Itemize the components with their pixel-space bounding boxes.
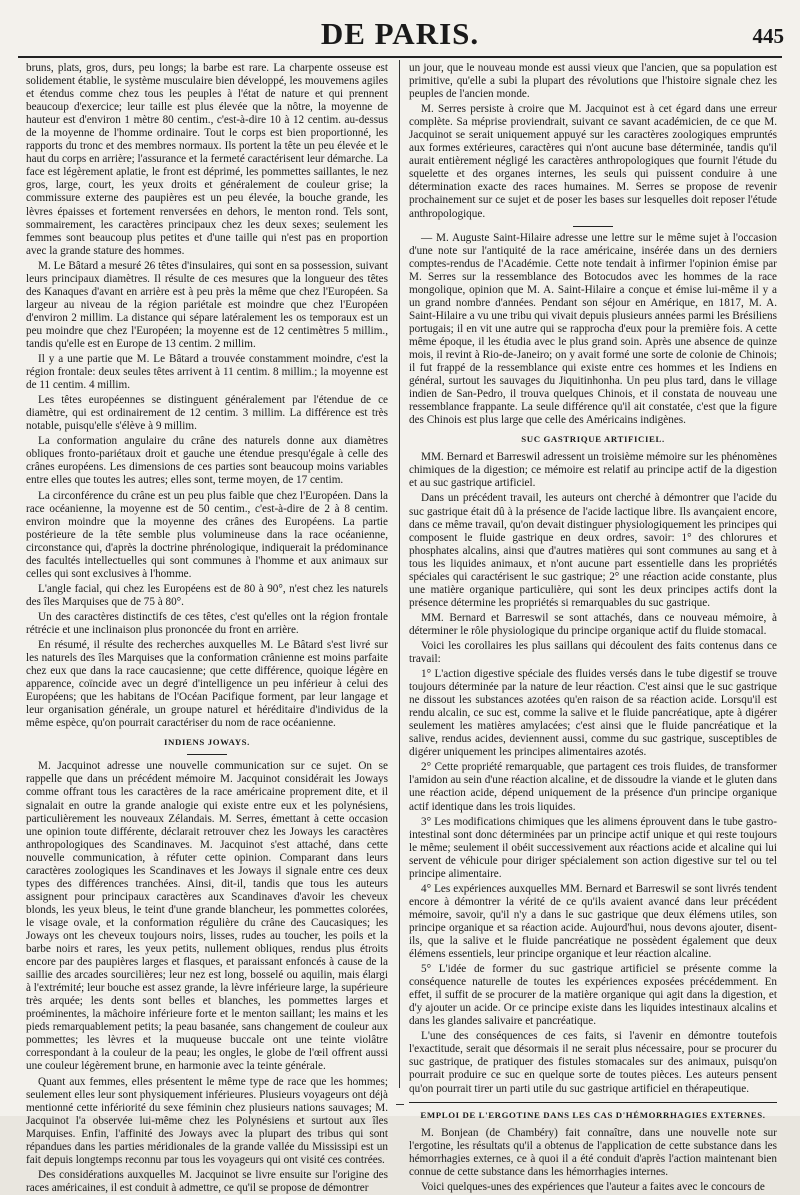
page-header: [12, 8, 788, 54]
paragraph: MM. Bernard et Barreswil se sont attachés, dans ce nouveau mémoire, à déterminer le rôle physiologique du principe organique actif du fluide stomacal.: [409, 611, 777, 637]
paragraph: Voici les corollaires les plus saillans qui découlent des faits contenus dans ce travail:: [409, 639, 777, 666]
paragraph: L'une des conséquences de ces faits, si l'avenir en démontre toutefois l'exactitude, serait que désormais il ne serait plus nécessaire, pour se procurer du suc gastrique, de pratiquer des fistules stomacales sur des animaux, puisqu'on pourrait produire ce suc en quelque sorte de toutes pièces. Les auteurs pensent qu'on pourrait tirer un parti utile du suc gastrique artificiel en thérapeutique.: [409, 1030, 777, 1095]
section-rule: [409, 1102, 777, 1103]
paragraph: 4° Les expériences auxquelles MM. Bernard et Barreswil se sont livrés tendent encore à démontrer la vérité de ce qu'ils avaient avancé dans leur précédent mémoire, savoir, qu'il n'y a dans le suc gastrique que deux élémens utiles, son principe organique et sa réaction acide. Aujourd'hui, nous devons ajouter, disent-ils, que la salive et le fluide pancréatique ne possèdent également que deux élémens essentiels, leur principe organique et leur réaction alcaline.: [409, 882, 777, 961]
footer-mark: [396, 1104, 404, 1105]
paragraph: 5° L'idée de former du suc gastrique artificiel se présente comme la conséquence naturelle de toutes les expériences exposées précédemment. En effet, il suffit de se procurer de la matière organique qui agit dans la digestion, et d'y ajouter un acide. Or ce principe existe dans les liquides intestinaux alcalins et dans les glandes salivaire et pancréatique.: [409, 963, 777, 1028]
separator-rule: [573, 226, 613, 227]
paragraph: M. Jacquinot adresse une nouvelle communication sur ce sujet. On se rappelle que dans un précédent mémoire M. Jacquinot considérait les Joways comme offrant tous les caractères de la race américaine proprement dite, et il signalait en outre la grande analogie qui existe entre eux et les polynésiens, particulièrement les nouveaux Zélandais. M. Serres, émettant à cette occasion une opinion toute différente, déclarait retrouver chez les Joways les caractères anthropologiques des Scandinaves. M. Jacquinot s'est attaché, dans cette nouvelle communication, à réfuter cette opinion. Comparant dans leurs caractères zoologiques les Scandinaves et les Joways il signale entre ces deux types des différences tranchées. Ainsi, dit-il, tandis que tous les auteurs assignent pour principaux caractères aux Scandinaves d'avoir les cheveux blonds, les yeux bleus, le teint d'une grande blancheur, les pommettes colorées, le visage ovale, et la conformation régulière du crâne des Caucasiques; les Joways ont les cheveux toujours noirs, lisses, rudes au toucher, les poils et la barbe noirs et rares, les yeux petits, nullement obliques, rendus plus étroits encore par des paupières larges et flasques, et paraissant enfoncés à cause de la saillie des arcades sourcilières; leur nez est long, bosselé ou aquilin, mais élargi à l'extrémité; leur bouche est assez grande, la lèvre inférieure large, la supérieure très arquée; les dents sont belles et blanches, les pommettes larges et proéminentes, la mâchoire inférieure forte et le menton saillant; les mains et les pieds remarquablement petits; la peau basanée, sans changement de couleur aux pommettes; les lèvres et la muqueuse buccale ont une teinte violâtre correspondant à la couleur de la peau; les ongles, le globe de l'œil offrent aussi une couleur légèrement brune, en harmonie avec la teinte générale.: [26, 760, 388, 1073]
paragraph: Un des caractères distinctifs de ces têtes, c'est qu'elles ont la région frontale rétrécie et une inclinaison plus prononcée du front en arrière.: [26, 610, 388, 636]
header-rule: [18, 56, 782, 58]
paragraph: Quant aux femmes, elles présentent le même type de race que les hommes; seulement elles leur sont physiquement inférieures. Plusieurs voyageurs ont déjà mentionné cette infériorité du sexe féminin chez plusieurs nations sauvages; M. Jacquinot l'a observée lui-même chez les Polynésiens et surtout aux îles Marquises. Enfin, l'affinité des Joways avec la plupart des tribus qui sont répandues dans les parties méridionales de la grande vallée du Mississipi est un fait depuis longtemps reconnu par tous les voyageurs qui ont visité ces contrées.: [26, 1075, 388, 1166]
paragraph: Il y a une partie que M. Le Bâtard a trouvée constamment moindre, c'est la région frontale: deux seules têtes arrivent à 11 centim. 8 millim.; la moyenne est de 11 centim. 4 millim.: [26, 353, 388, 392]
section-heading: EMPLOI DE L'ERGOTINE DANS LES CAS D'HÉMORRHAGIES EXTERNES.: [420, 1109, 766, 1120]
paragraph: bruns, plats, gros, durs, peu longs; la barbe est rare. La charpente osseuse est solidement établie, le système musculaire bien développé, les mouvemens agiles et étendus comme chez tous les peuples à l'état de nature et qui prennent beaucoup d'exercice; leur taille est plus élevée que la nôtre, la moyenne de hauteur est d'environ 1 mètre 80 centim., c'est-à-dire 10 à 12 centim. au-dessus de la moyenne de l'homme ordinaire. Tout le corps est bien proportionné, les rapports du tronc et des membres normaux. Ils portent la tête un peu élevée et le haut du corps en arrière; l'assurance et la fermeté caractérisent leur démarche. La face est légèrement aplatie, le front est déprimé, les pommettes saillantes, le nez gros, large, court, les yeux droits et généralement de couleur grise; la commissure externe des paupières est un peu élevée, la bouche grande, les lèvres épaisses et fortement renversées en dehors, le menton rond. Tels sont, sommairement, les caractères principaux chez les deux sexes; seulement les femmes sont beaucoup plus petites et d'une taille qui n'est pas en proportion avec la grande stature des hommes.: [26, 62, 388, 257]
running-title: DE PARIS.: [320, 16, 480, 51]
paragraph: La conformation angulaire du crâne des naturels donne aux diamètres obliques fronto-pariétaux droit et gauche une étendue presqu'égale à celle des crânes européens. Les dimensions de ces parties sont beaucoup moins variables entre elles que toutes les autres; elles sont, terme moyen, de 17 centim.: [26, 435, 388, 487]
paragraph: Les têtes européennes se distinguent généralement par l'étendue de ce diamètre, qui est ordinairement de 12 centim. 3 millim. La différence est très notable, puisqu'elle s'élève à 9 millim.: [26, 394, 388, 433]
paragraph: MM. Bernard et Barreswil adressent un troisième mémoire sur les phénomènes chimiques de la digestion; ce mémoire est relatif au principe actif de la digestion et au suc gastrique artificiel.: [409, 451, 777, 490]
paragraph: M. Serres persiste à croire que M. Jacquinot est à cet égard dans une erreur complète. Sa méprise proviendrait, suivant ce savant académicien, de ce que M. Jacquinot se serait uniquement appuyé sur les caractères zoologiques empruntés aux formes extérieures, caractères qui n'ont aucune base déterminée, tandis qu'il aurait entièrement négligé les caractères anthropologiques que fournit l'étude du squelette et des organes internes, les seuls qui puissent conduire à une détermination exacte des races humaines. M. Serres se propose de revenir prochainement sur ce sujet et de poser les bases sur lesquelles doit reposer l'étude anthropologique.: [409, 103, 777, 220]
paragraph: M. Bonjean (de Chambéry) fait connaître, dans une nouvelle note sur l'ergotine, les résultats qu'il a obtenus de l'application de cette substance dans les hémorrhagies externes, ce à quoi il a été conduit d'après l'action maintenant bien connue de cette substance dans les hémorrhagies internes.: [409, 1126, 777, 1178]
right-column: [409, 62, 777, 1193]
page-number: 445: [752, 24, 784, 48]
paragraph: un jour, que le nouveau monde est aussi vieux que l'ancien, que sa population est primitive, qu'elle a subi la plupart des révolutions que l'histoire signale chez les peuples de l'ancien monde.: [409, 62, 777, 101]
paragraph: Voici quelques-unes des expériences que l'auteur a faites avec le concours de: [421, 1180, 765, 1193]
paragraph: En résumé, il résulte des recherches auxquelles M. Le Bâtard s'est livré sur les naturels des îles Marquises que la conformation crânienne est moins parfaite chez eux que dans la race caucasienne; que cette différence, quoique légère en apparence, coïncide avec un degré d'intelligence un peu inférieur à celui des Européens; que les habitans de l'Océan Pacifique forment, par leur langage et leur organisation générale, un groupe naturel et héréditaire d'individus de la même espèce, qu'on pourrait caractériser du nom de race océanienne.: [26, 639, 388, 730]
paragraph: 3° Les modifications chimiques que les alimens éprouvent dans le tube gastro-intestinal sont donc déterminées par un principe actif unique et qui reste toujours le même; seulement il obéit successivement aux réactions acide et alcaline qui lui servent de véhicule pour diriger spécialement son action digestive sur tel ou tel principe alimentaire.: [409, 815, 777, 880]
section-heading: INDIENS JOWAYS.: [164, 737, 250, 748]
paragraph: 1° L'action digestive spéciale des fluides versés dans le tube digestif se trouve toujours déterminée par la nature de leur réaction. C'est ainsi que le suc gastrique ne dissout les substances azotées qu'en raison de sa réaction acide. Lorsqu'il est rendu alcalin, ce suc est, comme la salive et le fluide pancréatique, apte à digérer seulement les matières amylacées; c'est ainsi que le fluide pancréatique et la salive, rendus acides, deviennent aussi, comme du suc gastrique, susceptibles de digérer uniquement les principes alimentaires azotés.: [409, 668, 777, 759]
heading-rule: [187, 754, 227, 755]
paragraph: — M. Auguste Saint-Hilaire adresse une lettre sur le même sujet à l'occasion d'une note sur l'antiquité de la race américaine, insérée dans un des derniers comptes-rendus de l'Académie. Cette note tendait à infirmer l'opinion émise par M. Serres sur la ressemblance des Botocudos avec les hommes de la race mongolique, opinion que M. A. Saint-Hilaire a conçue et émise lui-même il y a un grand nombre d'années. Pendant son séjour en Amérique, en 1817, M. A. Saint-Hilaire a vu une tribu qui vivait depuis plusieurs années parmi les Brésiliens portugais; il en vit une autre qui se rapprocha d'eux pour la première fois. A cette même époque, il les étudia avec le plus grand soin. Après une absence de quinze mois, il revint à Rio-de-Janeiro; on y avait formé une sorte de colonie de Chinois; il fut frappé de la ressemblance qui existe entre ces hommes et les Indiens en général, surtout les sauvages du Jiquitinhonha. Un peu plus tard, dans le village indien de San-Pedro, il trouva quelques Chinois, et il constata de nouveau une ressemblance frappante. La seule différence qu'il ait constatée, c'est que la figure des Chinois est plus large que celle des Américains indigènes.: [409, 231, 777, 427]
paragraph: La circonférence du crâne est un peu plus faible que chez l'Européen. Dans la race océanienne, la moyenne est de 50 centim., c'est-à-dire de 2 à 8 centim. environ moindre que la moyenne des crânes des Européens. La partie postérieure de la tête semble plus volumineuse dans la race océanienne, circonstance qui, d'après la doctrine phrénologique, indiquerait la prédominance des facultés intellectuelles qui sont communes à l'homme et aux animaux sur celles qui sont exclusives à l'homme.: [26, 489, 388, 580]
column-divider: [399, 60, 400, 1088]
left-column: [26, 62, 388, 1194]
paragraph: 2° Cette propriété remarquable, que partagent ces trois fluides, de transformer l'amidon au sein d'une réaction alcaline, et de dissoudre la viande et le gluten dans une réaction acide, dépend uniquement de la présence d'un principe organique actif identique dans les trois liquides.: [409, 761, 777, 813]
paragraph: L'angle facial, qui chez les Européens est de 80 à 90°, n'est chez les naturels des îles Marquises que de 75 à 80°.: [26, 582, 388, 608]
paragraph: Dans un précédent travail, les auteurs ont cherché à démontrer que l'acide du suc gastrique était dû à la présence de l'acide lactique libre. Ils avançaient encore, dans ce même travail, qu'on devait distinguer physiologiquement les principes qui composent le fluide gastrique en deux ordres, savoir: 1° des chlorures et phosphates alcalins, ainsi que d'autres matières qui sont communes au sang et à tous les liquides animaux, et n'ont aucune part essentielle dans les propriétés spéciales qui caractérisent le suc gastrique; 2° une réaction acide constante, plus une matière organique particulière, qui sont les deux principes actifs dont la présence détermine les propriétés si remarquables du suc gastrique.: [409, 492, 777, 609]
section-heading: SUC GASTRIQUE ARTIFICIEL.: [521, 434, 665, 445]
paragraph: Des considérations auxquelles M. Jacquinot se livre ensuite sur l'origine des races américaines, il est conduit à admettre, ce qu'il se propose de démontrer: [26, 1168, 388, 1194]
paragraph: M. Le Bâtard a mesuré 26 têtes d'insulaires, qui sont en sa possession, suivant leurs principaux diamètres. Il résulte de ces mesures que la longueur des têtes des Kanaques d'avant en arrière est à peu près la même que chez l'Européen. Sa largeur au niveau de la région pariétale est moindre que chez l'Européen d'environ 2 millim. La distance qui sépare latéralement les os temporaux est un peu moindre que chez l'Européen; la moyenne est de 12 centimètres 5 millim., tandis qu'elle est en Europe de 13 centim. 2 millim.: [26, 259, 388, 350]
